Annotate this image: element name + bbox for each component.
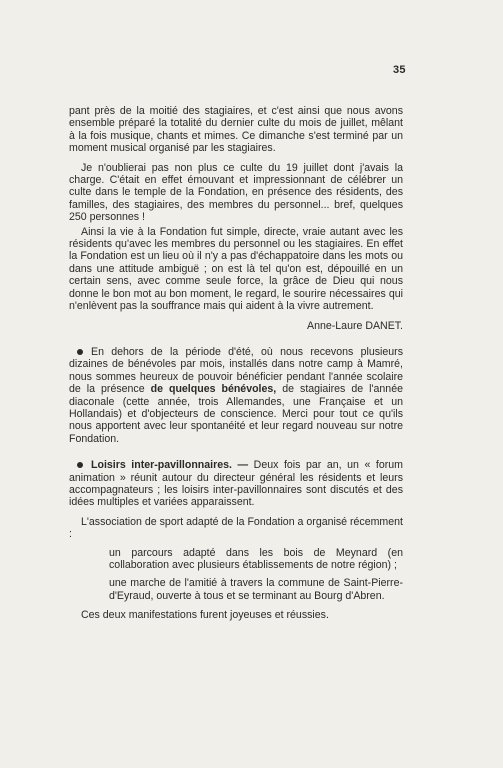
- signature: Anne-Laure DANET.: [307, 319, 403, 332]
- page-number: 35: [393, 64, 406, 76]
- list-item: un parcours adapté dans les bois de Meynard (en collaboration avec plusieurs établissements de notre région) ;: [109, 546, 403, 571]
- list-item: une marche de l'amitié à travers la commune de Saint-Pierre-d'Eyraud, ouverte à tous et se terminant au Bourg d'Abren.: [109, 577, 403, 602]
- paragraph: L'association de sport adapté de la Fondation a organisé récemment :: [69, 515, 403, 541]
- paragraph: En dehors de la période d'été, où nous recevons plusieurs dizaines de bénévoles par mois, installés dans notre camp à Mamré, nous sommes heureux de pouvoir bénéficier pendant l'année scolaire de la présence de quelques bénévoles, de stagiaires de l'année diaconale (cette année, trois Allemandes, une Française et un Hollandais) et d'objecteurs de conscience. Merci pour tout ce qu'ils nous apportent avec leur spontanéité et leur regard nouveau sur notre Fondation.: [69, 345, 403, 445]
- bullet-icon: [77, 462, 83, 468]
- paragraph: Ces deux manifestations furent joyeuses et réussies.: [81, 609, 329, 622]
- bullet-icon: [77, 349, 83, 355]
- body-text: [69, 105, 403, 622]
- paragraph: pant près de la moitié des stagiaires, et c'est ainsi que nous avons ensemble préparé la totalité du dernier culte du mois de juillet, mêlant à la fois musique, chants et mimes. Ce dimanche s'est terminé par un moment musical organisé par les stagiaires.: [69, 105, 403, 155]
- paragraph: Ainsi la vie à la Fondation fut simple, directe, vraie autant avec les résidents qu'avec les membres du personnel ou les stagiaires. En effet la Fondation est un lieu où il n'y a pas d'échappatoire dans les mots ou dans une attitude ambiguë ; on est là tel qu'on est, dépouillé en un certain sens, avec comme seule force, la grâce de Dieu qui nous donne le bon mot au bon moment, le regard, le sourire nécessaires qui n'enlèvent pas la souffrance mais qui aident à la vivre autrement.: [69, 225, 403, 313]
- paragraph: Je n'oublierai pas non plus ce culte du 19 juillet dont j'avais la charge. C'était en effet émouvant et impressionnant de célébrer un culte dans le temple de la Fondation, en présence des résidents, des familles, des stagiaires, des membres du personnel... bref, quelques 250 personnes !: [69, 161, 403, 224]
- paragraph: Loisirs inter-pavillonnaires. — Deux fois par an, un « forum animation » réunit autour du directeur général les résidents et leurs accompagnateurs ; les loisirs inter-pavillonnaires sont discutés et des idées multiples et variées apparaissent.: [69, 459, 403, 509]
